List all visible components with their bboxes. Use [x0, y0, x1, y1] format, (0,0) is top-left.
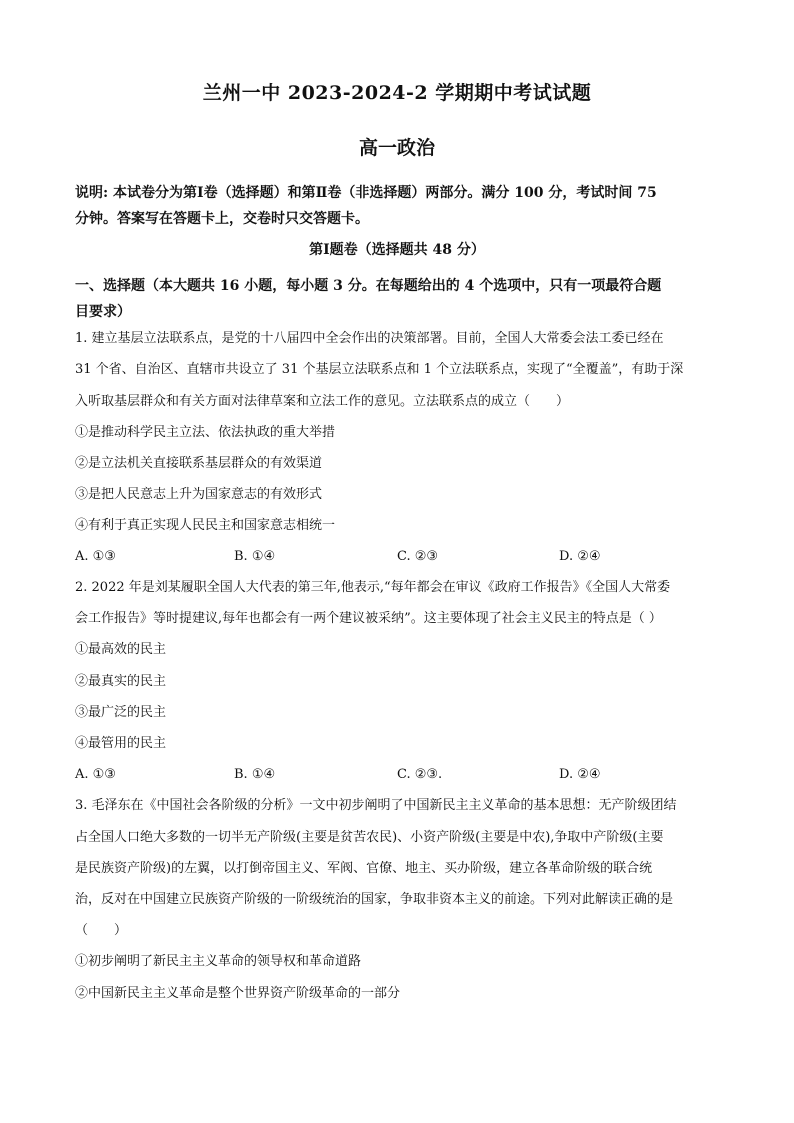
question-1-stem-line: 1. 建立基层立法联系点，是党的十八届四中全会作出的决策部署。目前，全国人大常委会法工委已经在: [75, 331, 664, 346]
question-1-statement: ④有利于真正实现人民民主和国家意志相统一: [75, 518, 336, 533]
question-2-statement: ②最真实的民主: [75, 674, 167, 689]
question-3-statement: ②中国新民主主义革命是整个世界资产阶级革命的一部分: [75, 986, 401, 1001]
question-2-stem-line: 会工作报告》等时提建议,每年也都会有一两个建议被采纳”。这主要体现了社会主义民主的特点是（ ）: [75, 611, 662, 626]
question-3-stem-line: 占全国人口绝大多数的一切半无产阶级(主要是贫苦农民)、小资产阶级(主要是中农),争取中产阶级(主要: [75, 830, 664, 845]
question-2-option-a[interactable]: A. ①③: [75, 767, 116, 782]
question-2-statement: ④最管用的民主: [75, 736, 167, 751]
question-1-option-a[interactable]: A. ①③: [75, 549, 116, 564]
question-3-stem-line: 是民族资产阶级)的左翼，以打倒帝国主义、军阀、官僚、地主、买办阶级，建立各革命阶级的联合统: [75, 861, 653, 876]
question-3-stem-line: 3. 毛泽东在《中国社会各阶级的分析》一文中初步阐明了中国新民主主义革命的基本思想：无产阶级团结: [75, 798, 677, 813]
question-2-option-c[interactable]: C. ②③.: [397, 767, 443, 782]
part-1-heading: 第Ⅰ题卷（选择题共 48 分）: [309, 242, 485, 258]
question-1-stem-line: 入听取基层群众和有关方面对法律草案和立法工作的意见。立法联系点的成立（ ）: [75, 394, 570, 409]
question-3-stem-line: （ ）: [75, 923, 128, 938]
exam-title: 兰州一中 2023-2024-2 学期期中考试试题: [202, 82, 592, 104]
exam-subject: 高一政治: [358, 137, 435, 159]
question-1-option-b[interactable]: B. ①④: [234, 549, 276, 564]
question-1-option-d[interactable]: D. ②④: [559, 549, 601, 564]
question-1-option-c[interactable]: C. ②③: [397, 549, 439, 564]
section-1-line-2: 目要求）: [75, 304, 131, 320]
question-2-stem-line: 2. 2022 年是刘某履职全国人大代表的第三年,他表示,“每年都会在审议《政府工作报告》《全国人大常委: [75, 580, 671, 595]
question-2-option-d[interactable]: D. ②④: [559, 767, 601, 782]
instructions-line-1: 说明: 本试卷分为第Ⅰ卷（选择题）和第Ⅱ卷（非选择题）两部分。满分 100 分，考试时间 75: [75, 185, 657, 201]
section-1-line-1: 一、选择题（本大题共 16 小题，每小题 3 分。在每题给出的 4 个选项中，只有一项最符合题: [75, 278, 662, 294]
question-3-stem-line: 治，反对在中国建立民族资产阶级的一阶级统治的国家，争取非资本主义的前途。下列对此解读正确的是: [75, 892, 674, 907]
exam-instructions: [75, 180, 725, 232]
question-3-statement: ①初步阐明了新民主主义革命的领导权和革命道路: [75, 954, 362, 969]
question-1-statement: ①是推动科学民主立法、依法执政的重大举措: [75, 425, 336, 440]
question-1-statement: ②是立法机关直接联系基层群众的有效渠道: [75, 456, 323, 471]
section-1-heading: [75, 273, 725, 325]
question-2-statement: ①最高效的民主: [75, 642, 167, 657]
question-2-option-b[interactable]: B. ①④: [234, 767, 276, 782]
question-2-statement: ③最广泛的民主: [75, 705, 167, 720]
instructions-line-2: 分钟。答案写在答题卡上，交卷时只交答题卡。: [75, 211, 369, 227]
question-1-statement: ③是把人民意志上升为国家意志的有效形式: [75, 487, 323, 502]
question-1-stem-line: 31 个省、自治区、直辖市共设立了 31 个基层立法联系点和 1 个立法联系点，实现了“全覆盖”，有助于深: [75, 362, 684, 377]
